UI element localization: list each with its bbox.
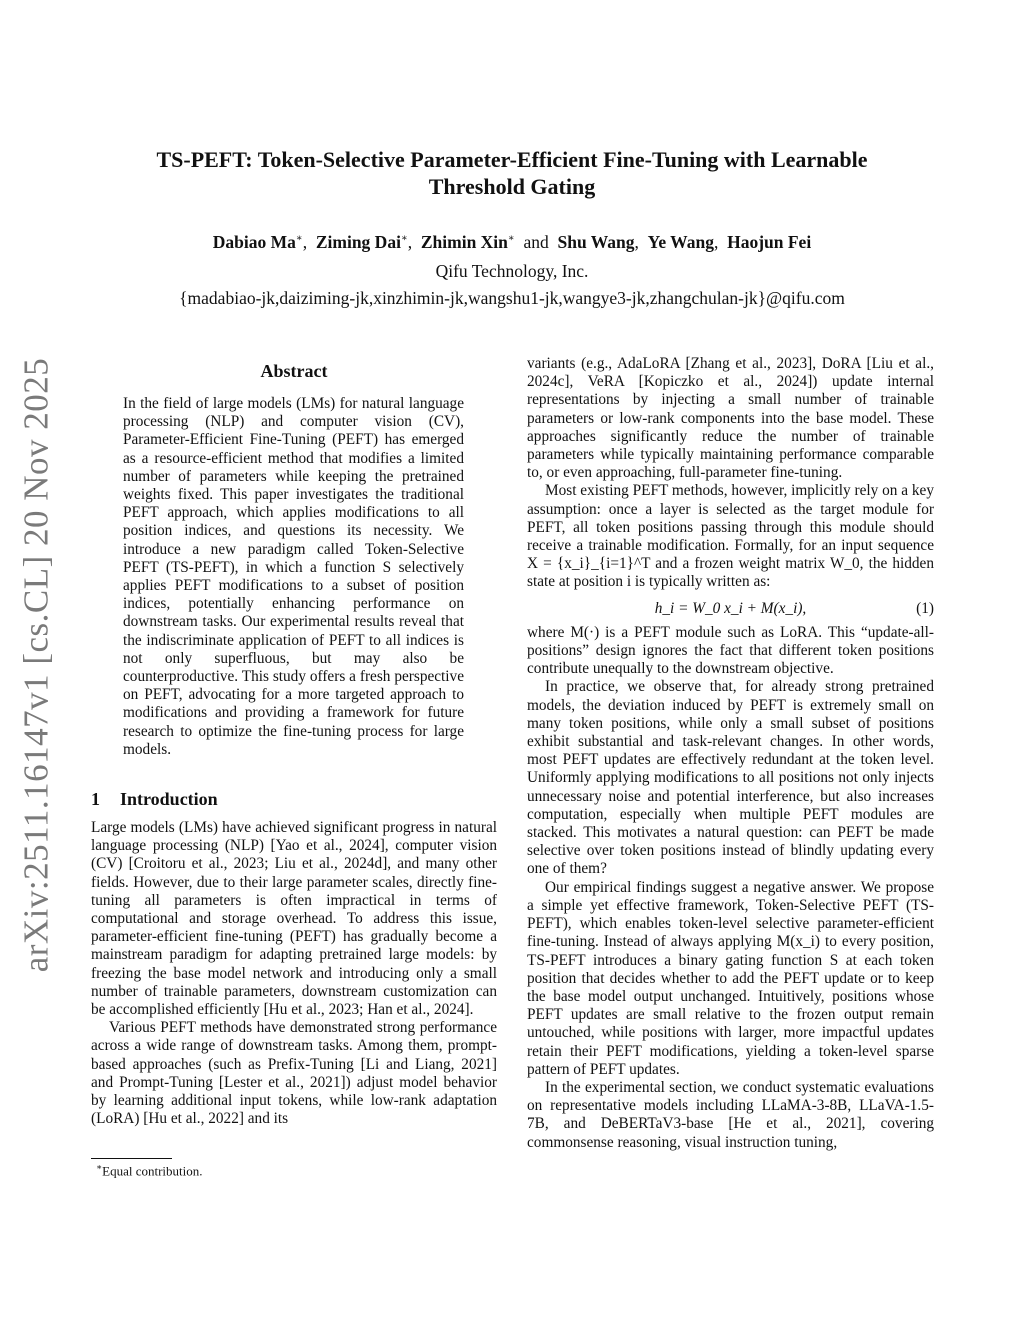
author-mark: ∗	[400, 233, 408, 245]
abstract-heading: Abstract	[260, 361, 328, 381]
intro-paragraph-1: Large models (LMs) have achieved significant progress in natural language processing (NLP) [Yao et al., 2024], computer vision (CV) [Croitoru et al., 2023; Liu et al., 2024d], and many other fields. However, due to their large parameter scales, directly fine-tuning all parameters is often impractical in terms of computational and storage overhead. To address this issue, parameter-efficient fine-tuning (PEFT) has gradually become a mainstream paradigm for adapting pretrained large models: by freezing the base model network and introducing only a small number of trainable parameters, downstream customization can be accomplished efficiently [Hu et al., 2023; Han et al., 2024].	[91, 819, 497, 1019]
footnote	[96, 1162, 203, 1179]
author-name: Ye Wang	[647, 232, 714, 252]
intro-paragraph-2: Various PEFT methods have demonstrated strong performance across a wide range of downstream tasks. Among them, prompt-based approaches (such as Prefix-Tuning [Li and Liang, 2021] and Prompt-Tuning [Lester et al., 2021]) adjust model behavior by learning additional input tokens, while low-rank adaptation (LoRA) [Hu et al., 2022] and its	[91, 1019, 497, 1128]
paper-title	[100, 146, 924, 200]
and-word: and	[523, 232, 549, 252]
equation-number: (1)	[916, 599, 934, 617]
right-column	[527, 355, 934, 1152]
author-name: Zhimin Xin	[420, 232, 508, 252]
arxiv-sidebar-identifier	[6, 357, 66, 973]
section-number: 1	[91, 789, 100, 809]
introduction-left-column	[91, 819, 497, 1128]
right-paragraph-6: In the experimental section, we conduct systematic evaluations on representative models including LLaMA-3-8B, LLaVA-1.5-7B, and DeBERTaV3-base [He et al., 2021], covering commonsense reasoning, visual instruction tuning,	[527, 1078, 934, 1151]
equation-1	[527, 600, 934, 618]
author-name: Shu Wang	[557, 232, 635, 252]
section-heading-introduction	[91, 789, 218, 810]
title-line-2: Threshold Gating	[428, 174, 596, 199]
footnote-rule	[91, 1158, 172, 1159]
author-name: Ziming Dai	[315, 232, 401, 252]
right-paragraph-5: Our empirical findings suggest a negative answer. We propose a simple yet effective framework, Token-Selective PEFT (TS-PEFT), which enables token-level selective parameter-efficient fine-tuning. Instead of always applying M(x_i) to every position, TS-PEFT introduces a binary gating function S at each token position that decides whether to add the PEFT update or to keep the base model output unchanged. Intuitively, positions whose PEFT updates are small relative to the frozen output remain untouched, while positions with larger, more impactful updates retain their PEFT modifications, yielding a token-level sparse pattern of PEFT updates.	[527, 878, 934, 1078]
author-name: Haojun Fei	[727, 232, 812, 252]
right-paragraph-2: Most existing PEFT methods, however, implicitly rely on a key assumption: once a layer is selected as the target module for PEFT, all token positions passing through this module should receive a trainable modification. Formally, for an input sequence X = {x_i}_{i=1}^T and a frozen weight matrix W_0, the hidden state at position i is typically written as:	[527, 482, 934, 591]
right-paragraph-4: In practice, we observe that, for already strong pretrained models, the deviation induced by PEFT is extremely small on many token positions, while only a small subset of positions exhibit substantial and task-relevant changes. In other words, most PEFT updates are effectively redundant at the token level. Uniformly applying modifications to all positions not only injects unnecessary noise and potential interference, but also increases computation, especially when multiple PEFT modules are stacked. This motivates a natural question: can PEFT be made selective over token positions instead of blindly updating every one of them?	[527, 678, 934, 878]
affiliation: Qifu Technology, Inc.	[435, 261, 589, 281]
author-mark: ∗	[507, 233, 515, 245]
author-name: Dabiao Ma	[212, 232, 296, 252]
right-paragraph-1: variants (e.g., AdaLoRA [Zhang et al., 2023], DoRA [Liu et al., 2024c], VeRA [Kopiczko et al., 2024]) update internal representations by injecting a small number of trainable parameters or low-rank components into the base model. These approaches significantly reduce the number of trainable parameters while typically maintaining performance comparable to, or even approaching, full-parameter fine-tuning.	[527, 355, 934, 482]
abstract-body	[123, 395, 464, 759]
equation-body: h_i = W_0 x_i + M(x_i),	[654, 599, 807, 617]
author-mark: ∗	[295, 233, 303, 245]
abstract-paragraph: In the field of large models (LMs) for natural language processing (NLP) and computer vision (CV), Parameter-Efficient Fine-Tuning (PEFT) has emerged as a resource-efficient method that modifies a limited number of parameters while keeping the pretrained weights fixed. This paper investigates the traditional PEFT approach, which applies modifications to all position indices, and questions its necessity. We introduce a new paradigm called Token-Selective PEFT (TS-PEFT), in which a function S selectively applies PEFT modifications to a subset of position indices, potentially enhancing performance on downstream tasks. Our experimental results reveal that the indiscriminate application of PEFT to all indices is not only superfluous, but may also be counterproductive. This study offers a fresh perspective on PEFT, advocating for a more targeted approach to modifications and providing a framework for future research to optimize the fine-tuning process for large models.	[123, 395, 464, 758]
arxiv-id-text: arXiv:2511.16147v1 [cs.CL] 20 Nov 2025	[16, 357, 55, 973]
title-line-1: TS-PEFT: Token-Selective Parameter-Efficient Fine-Tuning with Learnable	[156, 147, 868, 172]
author-list: Dabiao Ma∗, Ziming Dai∗, Zhimin Xin∗ and Shu Wang, Ye Wang, Haojun Fei	[212, 232, 812, 252]
right-paragraph-3: where M(·) is a PEFT module such as LoRA. This “update-all-positions” design ignores the fact that different token positions contribute unequally to the downstream objective.	[527, 623, 934, 678]
author-emails: {madabiao-jk,daiziming-jk,xinzhimin-jk,wangshu1-jk,wangye3-jk,zhangchulan-jk}@qifu.com	[179, 288, 845, 308]
section-title: Introduction	[120, 789, 218, 809]
footnote-mark: ∗	[96, 1162, 103, 1172]
footnote-text: Equal contribution.	[102, 1163, 203, 1179]
